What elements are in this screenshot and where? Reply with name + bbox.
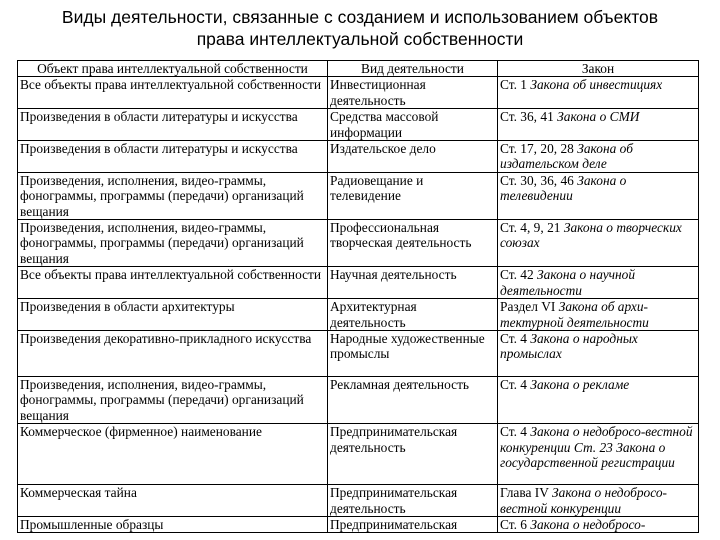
table-row <box>18 267 699 299</box>
cell-law <box>498 77 699 109</box>
cell-object: Произведения в области литературы и искусства <box>18 109 328 141</box>
table-row <box>18 424 699 485</box>
table-row <box>18 172 699 219</box>
title-line-2: права интеллектуальной собственности <box>196 29 524 49</box>
law-name: Закона об архи-тектурной деятельности <box>500 299 649 330</box>
cell-law <box>498 330 699 376</box>
law-article: Ст. 4 <box>500 330 527 346</box>
table-row <box>18 77 699 109</box>
cell-law <box>498 172 699 219</box>
table-row <box>18 299 699 331</box>
law-article: Ст. 1 <box>500 77 527 93</box>
table-row <box>18 220 699 267</box>
law-article: Ст. 4 <box>500 424 527 440</box>
cell-law <box>498 516 699 532</box>
cell-activity: Научная деятельность <box>328 267 498 299</box>
cell-activity: Архитектурная деятельность <box>328 299 498 331</box>
cell-law <box>498 267 699 299</box>
cell-object: Коммерческая тайна <box>18 485 328 517</box>
cell-activity: Радиовещание и телевидение <box>328 172 498 219</box>
law-name: Закона о творческих союзах <box>500 220 682 251</box>
cell-law <box>498 376 699 423</box>
table-row <box>18 109 699 141</box>
cell-law <box>498 299 699 331</box>
table-row <box>18 141 699 173</box>
cell-activity: Рекламная деятельность <box>328 376 498 423</box>
table-row <box>18 330 699 376</box>
cell-activity: Народные художественные промыслы <box>328 330 498 376</box>
law-name: Закона о рекламе <box>530 376 630 392</box>
law-name: Закона о недобросо-вестной конкуренции Ст. 23 Закона о государственной регистрации <box>500 424 693 470</box>
law-name: Закона о научной деятельности <box>500 267 636 298</box>
law-article: Ст. 30, 36, 46 <box>500 172 574 188</box>
cell-activity: Профессиональная творческая деятельность <box>328 220 498 267</box>
law-article: Раздел VI <box>500 299 556 315</box>
header-law: Закон <box>498 61 699 77</box>
cell-activity: Предпринимательская деятельность <box>328 424 498 485</box>
cell-object: Произведения, исполнения, видео-граммы, фонограммы, программы (передачи) организаций вещания <box>18 172 328 219</box>
law-name: Закона об издательском деле <box>500 141 633 172</box>
cell-law <box>498 109 699 141</box>
title-line-1: Виды деятельности, связанные с созданием и использованием объектов <box>61 7 659 27</box>
law-name: Закона о телевидении <box>500 172 627 204</box>
table-row <box>18 485 699 517</box>
cell-object: Произведения декоративно-прикладного искусства <box>18 330 328 376</box>
law-article: Ст. 6 <box>500 516 527 532</box>
table-header-row <box>18 61 699 77</box>
cell-law <box>498 485 699 517</box>
law-name: Закона об инвестициях <box>530 77 663 93</box>
ip-activities-table <box>17 60 699 533</box>
cell-object: Промышленные образцы <box>18 516 328 532</box>
cell-object: Произведения, исполнения, видео-граммы, фонограммы, программы (передачи) организаций вещания <box>18 220 328 267</box>
table-row <box>18 376 699 423</box>
header-activity: Вид деятельности <box>328 61 498 77</box>
law-article: Ст. 4 <box>500 376 527 392</box>
cell-activity: Средства массовой информации <box>328 109 498 141</box>
cell-activity: Предпринимательская деятельность <box>328 485 498 517</box>
cell-object: Коммерческое (фирменное) наименование <box>18 424 328 485</box>
cell-object: Произведения в области архитектуры <box>18 299 328 331</box>
cell-object: Произведения в области литературы и искусства <box>18 141 328 173</box>
law-article: Ст. 36, 41 <box>500 109 554 125</box>
law-name: Закона о недобросо- <box>530 516 646 532</box>
law-article: Глава IV <box>500 485 549 501</box>
cell-object: Произведения, исполнения, видео-граммы, фонограммы, программы (передачи) организаций вещания <box>18 376 328 423</box>
cell-object: Все объекты права интеллектуальной собственности <box>18 267 328 299</box>
header-object: Объект права интеллектуальной собственности <box>18 61 328 77</box>
page-title <box>0 6 720 50</box>
law-name: Закона о СМИ <box>557 109 640 125</box>
law-article: Ст. 17, 20, 28 <box>500 141 574 157</box>
law-name: Закона о недобросо-вестной конкуренции <box>500 485 667 516</box>
cell-law <box>498 424 699 485</box>
law-article: Ст. 42 <box>500 267 534 283</box>
law-article: Ст. 4, 9, 21 <box>500 220 561 236</box>
cell-law <box>498 141 699 173</box>
cell-law <box>498 220 699 267</box>
cell-activity: Издательское дело <box>328 141 498 173</box>
cell-object: Все объекты права интеллектуальной собственности <box>18 77 328 109</box>
law-name: Закона о народных промыслах <box>500 330 638 362</box>
table-row <box>18 516 699 532</box>
cell-activity: Предпринимательская <box>328 516 498 532</box>
cell-activity: Инвестиционная деятельность <box>328 77 498 109</box>
